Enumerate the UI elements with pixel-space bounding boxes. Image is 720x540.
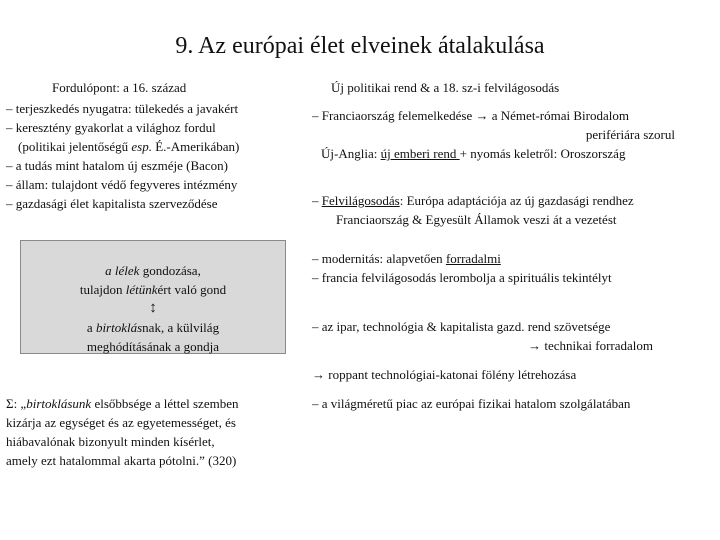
right-heading: Új politikai rend & a 18. sz-i felvilágosodás [331,80,560,95]
right-p3-line-1-underlined: forradalmi [445,251,501,266]
quote-line-1-em: birtoklásunk [26,396,92,411]
right-p2-line-2: Franciaország & Egyesült Államok veszi át a vezetést [336,212,617,227]
right-p2-line-1 [312,191,634,210]
quote-line-1-post: elsőbbsége a léttel szemben [91,396,239,411]
left-line-3-em: esp. [131,139,152,154]
right-p1-line-2: perifériára szorul [585,127,675,142]
right-p2-line-1-post: : Európa adaptációja az új gazdasági rendhez [399,193,634,208]
highlight-box [20,240,286,354]
box-line-1-rest: gondozása, [139,263,201,278]
right-p1-line-3-underlined: új emberi rend [380,146,460,161]
quote-line-1 [6,394,238,413]
up-down-arrow-icon: ↕ [149,300,157,316]
right-p3-line-2: – francia felvilágosodás lerombolja a spirituális tekintélyt [312,270,612,285]
left-line-5: – állam: tulajdont védő fegyveres intézmény [6,177,238,192]
page-title: 9. Az európai élet elveinek átalakulása [175,33,545,59]
right-p3-line-1-pre: – modernitás: alapvetően [312,251,446,266]
right-p4-line-1: – az ipar, technológia & kapitalista gazd. rend szövetsége [312,319,611,334]
left-line-3-rest: É.-Amerikában) [151,139,240,154]
box-line-2-post: ért való gond [157,282,227,297]
left-line-2: – keresztény gyakorlat a világhoz fordul [6,120,216,135]
right-p1-line-3-pre: Új-Anglia: [321,146,381,161]
left-line-3-text: (politikai jelentőségű [18,139,129,154]
left-line-6: – gazdasági élet kapitalista szerveződése [6,196,218,211]
box-line-2 [21,280,285,299]
box-line-2-pre: tulajdon [79,282,126,297]
box-line-1 [21,261,285,280]
quote-line-1-pre: Σ: „ [6,396,27,411]
quote-line-4: amely ezt hatalommal akarta pótolni.” (320) [6,453,237,468]
quote-line-3: hiábavalónak bizonyult minden kísérlet, [6,434,215,449]
right-p2-line-1-pre: – [312,193,322,208]
box-line-3 [21,318,285,337]
box-line-4: meghódításának a gondja [86,339,220,354]
box-line-1-em: a lélek [105,263,140,278]
left-heading: Fordulópont: a 16. század [52,80,187,95]
right-p2-line-1-underlined: Felvilágosodás [321,193,400,208]
left-line-4: – a tudás mint hatalom új eszméje (Bacon) [6,158,229,173]
box-line-2-em: létünk [125,282,158,297]
box-line-3-post: nak, a külvilág [142,320,220,335]
right-p1-line-3-post: + nyomás keletről: Oroszország [459,146,626,161]
right-p1-line-1: – Franciaország felemelkedése → a Német-római Birodalom [312,108,629,123]
box-line-3-pre: a [86,320,96,335]
quote-line-2: kizárja az egységet és az egyetemességet, és [6,415,236,430]
box-line-3-em: birtoklás [95,320,143,335]
right-p4-line-2: → technikai forradalom [528,338,653,353]
left-line-1: – terjeszkedés nyugatra: tülekedés a javakért [6,101,239,116]
right-p6: – a világméretű piac az európai fizikai hatalom szolgálatában [312,396,631,411]
right-p1-line-3 [321,144,625,163]
right-p5: → roppant technológiai-katonai fölény létrehozása [312,367,577,382]
right-p3-line-1 [312,249,501,268]
left-line-3 [18,137,239,156]
